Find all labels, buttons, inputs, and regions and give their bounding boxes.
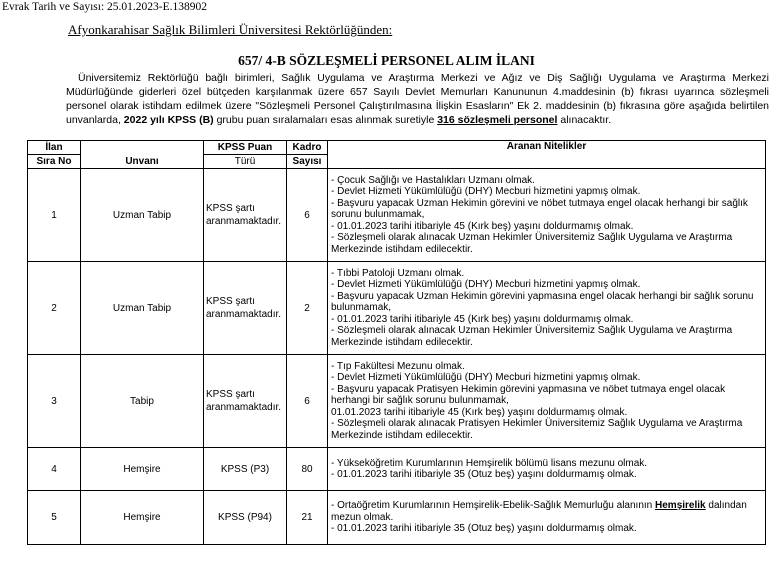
intro-text-1: Üniversitemiz Rektörlüğü bağlı birimleri, Sağlık Uygulama ve Araştırma Merkezi ve Ağız ve Diş Sağlığı Uygulama ve Araştırma Merkezi Müdürlüğünde giderleri özel bütçeden karşılanmak üzere 657 Sayılı Devlet Memurları Kanununun 4.maddesinin (b) fıkrası uyarınca sözleşmeli personel olarak istihdam edilmek üzere "Sözleşmeli Personel Çalıştırılmasına İlişkin Esasların" Ek 2. maddesinin (b) fıkrasına göre aşağıda belirtilen unvanlarda, — [66, 72, 769, 126]
table-row — [28, 355, 766, 448]
requirement-line: - Başvuru yapacak Uzman Hekimin görevini ve nöbet tutmaya engel olacak herhangi bir sağlık sorunu bulunmamak, — [331, 197, 748, 221]
intro-bold-count: 316 sözleşmeli personel — [437, 114, 558, 126]
requirement-line: - Sözleşmeli olarak alınacak Uzman Hekimler Üniversitemiz Sağlık Uygulama ve Araştırma Merkezinde istihdam edilecektir. — [331, 232, 733, 255]
requirement-line — [331, 500, 762, 523]
row-kadro: 21 — [287, 491, 328, 545]
requirement-line: 01.01.2023 tarihi itibariyle 45 (Kırk beş) yaşını doldurmamış olmak. — [331, 406, 628, 418]
intro-text-3: alınacaktır. — [557, 114, 612, 126]
row-kadro: 6 — [287, 355, 328, 448]
row-kadro: 2 — [287, 262, 328, 355]
header-kadro-bottom: Sayısı — [287, 155, 328, 169]
row-kadro: 80 — [287, 448, 328, 491]
requirement-emphasis: Hemşirelik — [655, 500, 706, 512]
header-kadro-top: Kadro — [287, 141, 328, 155]
row-unvan: Hemşire — [81, 491, 204, 545]
intro-text-2: grubu puan sıralamaları esas alınmak suretiyle — [213, 114, 438, 126]
requirement-line: - Başvuru yapacak Uzman Hekimin görevini yapmasına engel olacak herhangi bir sağlık sorunu bulunmamak, — [331, 290, 754, 314]
row-requirements — [328, 491, 766, 545]
row-kpss: KPSS şartı aranmamaktadır. — [204, 169, 287, 262]
intro-paragraph — [66, 71, 769, 127]
table-row — [28, 262, 766, 355]
requirement-line: - Devlet Hizmeti Yükümlülüğü (DHY) Mecburi hizmetini yapmış olmak. — [331, 186, 641, 198]
header-kpss-bottom: Türü — [204, 155, 287, 169]
row-no: 3 — [28, 355, 81, 448]
requirement-line: - Tıbbi Patoloji Uzmanı olmak. — [331, 267, 465, 279]
requirement-line: - 01.01.2023 tarihi itibariyle 35 (Otuz beş) yaşını doldurmamış olmak. — [331, 469, 637, 480]
row-no: 1 — [28, 169, 81, 262]
header-no-top: İlan — [28, 141, 81, 155]
row-kpss: KPSS (P94) — [204, 491, 287, 545]
header-no-bottom: Sıra No — [28, 155, 81, 169]
row-kpss: KPSS şartı aranmamaktadır. — [204, 262, 287, 355]
requirement-line: - Devlet Hizmeti Yükümlülüğü (DHY) Mecburi hizmetini yapmış olmak. — [331, 279, 641, 291]
positions-table — [27, 140, 766, 545]
table-row — [28, 448, 766, 491]
row-requirements — [328, 448, 766, 491]
intro-bold-kpss: 2022 yılı KPSS (B) — [123, 114, 214, 126]
row-kpss: KPSS şartı aranmamaktadır. — [204, 355, 287, 448]
table-row — [28, 491, 766, 545]
requirement-line: - Çocuk Sağlığı ve Hastalıkları Uzmanı olmak. — [331, 174, 535, 186]
row-requirements — [328, 169, 766, 262]
requirement-line: - Başvuru yapacak Pratisyen Hekimin görevini yapmasına ve nöbet tutmaya engel olacak herhangi bir sağlık sorunu bulunmamak, — [331, 383, 726, 407]
header-nitelik: Aranan Nitelikler — [328, 141, 766, 169]
document-reference: Evrak Tarih ve Sayısı: 25.01.2023-E.138902 — [2, 1, 207, 13]
requirement-text: - Ortaöğretim Kurumlarının Hemşirelik-Ebelik-Sağlık Memurluğu alanının — [331, 500, 656, 512]
row-kpss: KPSS (P3) — [204, 448, 287, 491]
row-no: 4 — [28, 448, 81, 491]
header-unvan: Unvanı — [81, 141, 204, 169]
requirement-line: - 01.01.2023 tarihi itibariyle 35 (Otuz beş) yaşını doldurmamış olmak. — [331, 523, 637, 535]
row-no: 5 — [28, 491, 81, 545]
page-title: 657/ 4-B SÖZLEŞMELİ PERSONEL ALIM İLANI — [238, 53, 535, 68]
requirement-line: - Sözleşmeli olarak alınacak Pratisyen Hekimler Üniversitemiz Sağlık Uygulama ve Araştırma Merkezinde istihdam edilecektir. — [331, 418, 743, 441]
requirement-line: - Tıp Fakültesi Mezunu olmak. — [331, 360, 465, 372]
addressee: Afyonkarahisar Sağlık Bilimleri Üniversitesi Rektörlüğünden: — [68, 22, 393, 37]
requirement-line: - 01.01.2023 tarihi itibariyle 45 (Kırk beş) yaşını doldurmamış olmak. — [331, 220, 634, 232]
row-kadro: 6 — [287, 169, 328, 262]
row-requirements — [328, 355, 766, 448]
row-unvan: Hemşire — [81, 448, 204, 491]
requirement-line: - 01.01.2023 tarihi itibariyle 45 (Kırk beş) yaşını doldurmamış olmak. — [331, 313, 634, 325]
row-requirements — [328, 262, 766, 355]
requirement-text: dalından mezun olmak. — [331, 500, 747, 523]
row-unvan: Tabip — [81, 355, 204, 448]
row-no: 2 — [28, 262, 81, 355]
requirement-line: - Yükseköğretim Kurumlarının Hemşirelik bölümü lisans mezunu olmak. — [331, 457, 648, 469]
requirement-line: - Devlet Hizmeti Yükümlülüğü (DHY) Mecburi hizmetini yapmış olmak. — [331, 372, 641, 384]
header-kpss-top: KPSS Puan — [204, 141, 287, 155]
table-row — [28, 169, 766, 262]
requirement-line: - Sözleşmeli olarak alınacak Uzman Hekimler Üniversitemiz Sağlık Uygulama ve Araştırma Merkezinde istihdam edilecektir. — [331, 325, 733, 348]
row-unvan: Uzman Tabip — [81, 262, 204, 355]
row-unvan: Uzman Tabip — [81, 169, 204, 262]
table-header-row — [28, 141, 766, 155]
